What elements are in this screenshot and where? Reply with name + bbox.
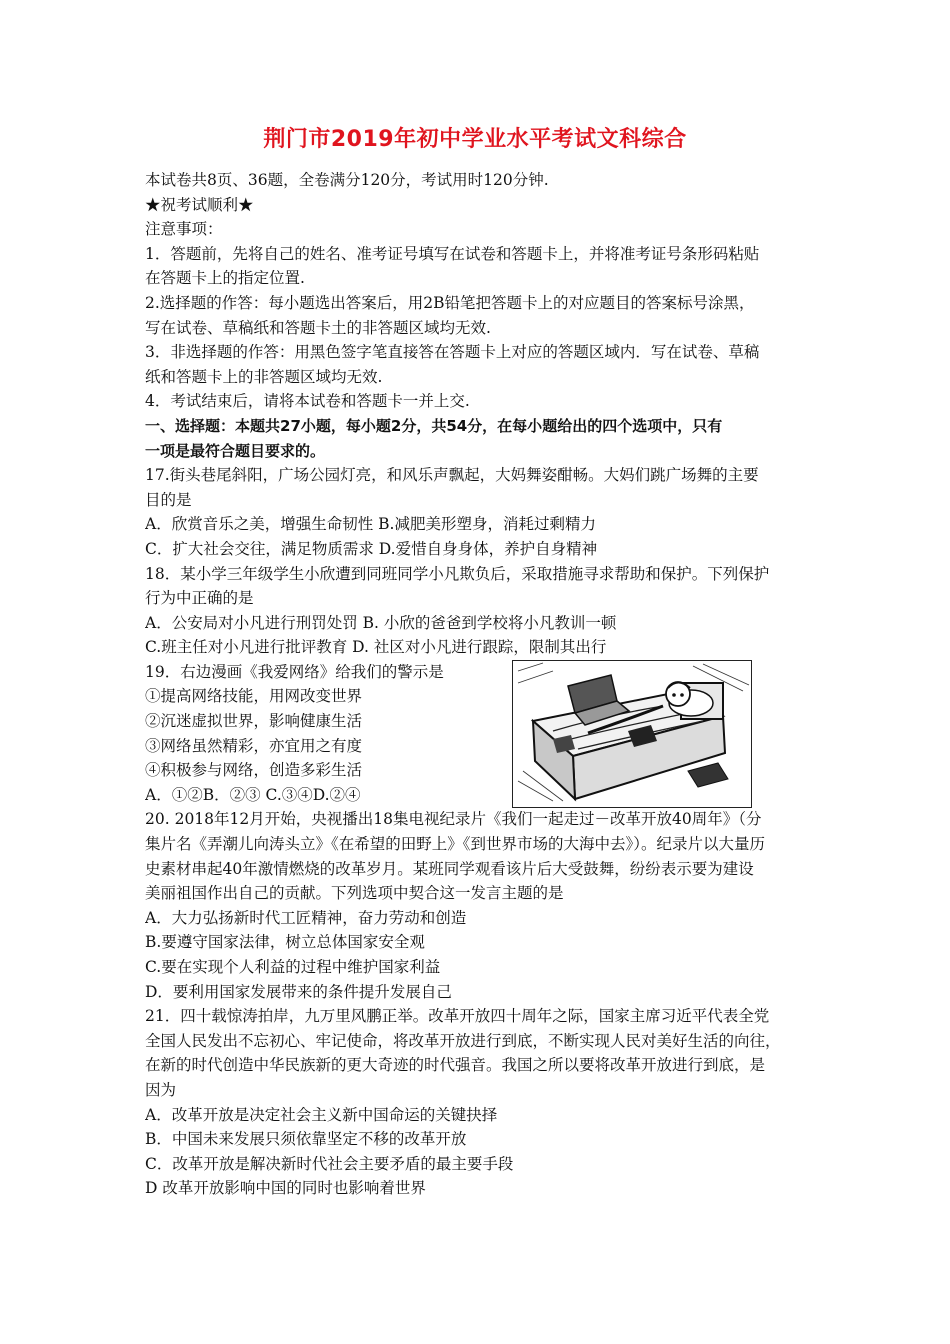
question-stem: 因为 (145, 1080, 177, 1099)
question-20 (145, 807, 810, 1004)
question-option: A．大力弘扬新时代工匠精神，奋力劳动和创造 (145, 908, 467, 927)
question-stem: 集片名《弄潮儿向涛头立》《在希望的田野上》《到世界市场的大海中去》）。纪录片以大量历 (145, 835, 766, 854)
notice-line: 4．考试结束后，请将本试卷和答题卡一并上交. (145, 392, 470, 411)
notice-line: 3．非选择题的作答：用黑色签字笔直接答在答题卡上对应的答题区域内．写在试卷、草稿 (145, 343, 760, 362)
question-stem: 行为中正确的是 (145, 589, 254, 608)
notice-line: 纸和答题卡上的非答题区域均无效. (145, 367, 383, 386)
question-choice: ③网络虽然精彩，亦宜用之有度 (145, 736, 363, 755)
page-title: 荆门市2019年初中学业水平考试文科综合 (263, 127, 687, 152)
intro-text: 本试卷共8页、36题，全卷满分120分，考试用时120分钟. (145, 171, 549, 189)
question-stem: 在新的时代创造中华民族新的更大奇迹的时代强音。我国之所以要将改革开放进行到底，是 (145, 1056, 766, 1075)
section-heading: 一、选择题：本题共27小题，每小题2分，共54分，在每小题给出的四个选项中，只有 (145, 416, 723, 435)
question-stem: 史素材串起40年激情燃烧的改革岁月。某班同学观看该片后大受鼓舞，纷纷表示要为建设 (145, 859, 754, 878)
question-stem: 19．右边漫画《我爱网络》给我们的警示是 (145, 662, 444, 681)
question-option: C.班主任对小凡进行批评教育 D. 社区对小凡进行跟踪，限制其出行 (145, 638, 607, 657)
question-option: B.要遵守国家法律，树立总体国家安全观 (145, 933, 425, 952)
question-stem: 目的是 (145, 490, 192, 509)
notice-line: 2.选择题的作答：每小题选出答案后，用2B铅笔把答题卡上的对应题目的答案标号涂黑， (145, 293, 755, 312)
question-choice: ②沉迷虚拟世界，影响健康生活 (145, 712, 363, 731)
question-option: A．①②B．②③ C.③④D.②④ (145, 785, 361, 804)
question-choice: ④积极参与网络，创造多彩生活 (145, 761, 363, 780)
question-option: A．欣赏音乐之美，增强生命韧性 B.减肥美形塑身，消耗过剩精力 (145, 515, 596, 534)
question-stem: 17.街头巷尾斜阳，广场公园灯亮，和风乐声飘起，大妈舞姿酣畅。大妈们跳广场舞的主要 (145, 466, 759, 485)
question-stem: 20. 2018年12月开始，央视播出18集电视纪录片《我们一起走过－改革开放40周年》（分 (145, 810, 762, 829)
question-19 (145, 660, 810, 808)
question-option: D 改革开放影响中国的同时也影响着世界 (145, 1179, 426, 1198)
question-option: C.要在实现个人利益的过程中维护国家利益 (145, 958, 441, 976)
question-18 (145, 562, 810, 660)
notice-line: 1．答题前，先将自己的姓名、准考证号填写在试卷和答题卡上，并将准考证号条形码粘贴 (145, 244, 760, 263)
question-stem: 全国人民发出不忘初心、牢记使命，将改革开放进行到底，不断实现人民对美好生活的向往， (145, 1031, 781, 1050)
exam-body (145, 168, 810, 1201)
question-stem: 18．某小学三年级学生小欣遭到同班同学小凡欺负后，采取措施寻求帮助和保护。下列保护 (145, 564, 770, 583)
question-option: C．扩大社会交往，满足物质需求 D.爱惜自身身体，养护自身精神 (145, 539, 598, 558)
notice-line: 在答题卡上的指定位置. (145, 269, 305, 288)
question-21 (145, 1004, 810, 1201)
question-choice: ①提高网络技能，用网改变世界 (145, 687, 363, 706)
notice-title: 注意事项： (145, 220, 223, 239)
section-heading: 一项是最符合题目要求的。 (145, 441, 326, 460)
question-stem: 21．四十载惊涛拍岸，九万里风鹏正举。改革开放四十周年之际，国家主席习近平代表全党 (145, 1007, 770, 1026)
question-option: A．改革开放是决定社会主义新中国命运的关键抉择 (145, 1105, 498, 1124)
question-option: A．公安局对小凡进行刑罚处罚 B. 小欣的爸爸到学校将小凡教训一顿 (145, 613, 617, 632)
question-option: B．中国未来发展只须依靠坚定不移的改革开放 (145, 1130, 467, 1149)
wish-text: ★祝考试顺利★ (145, 195, 254, 214)
question-option: D．要利用国家发展带来的条件提升发展自己 (145, 982, 452, 1001)
cartoon-person-in-bed-with-computer-icon (512, 660, 752, 808)
question-17 (145, 463, 810, 561)
question-stem: 美丽祖国作出自己的贡献。下列选项中契合这一发言主题的是 (145, 884, 564, 903)
question-option: C．改革开放是解决新时代社会主要矛盾的最主要手段 (145, 1154, 514, 1173)
notice-line: 写在试卷、草稿纸和答题卡土的非答题区域均无效. (145, 318, 491, 337)
